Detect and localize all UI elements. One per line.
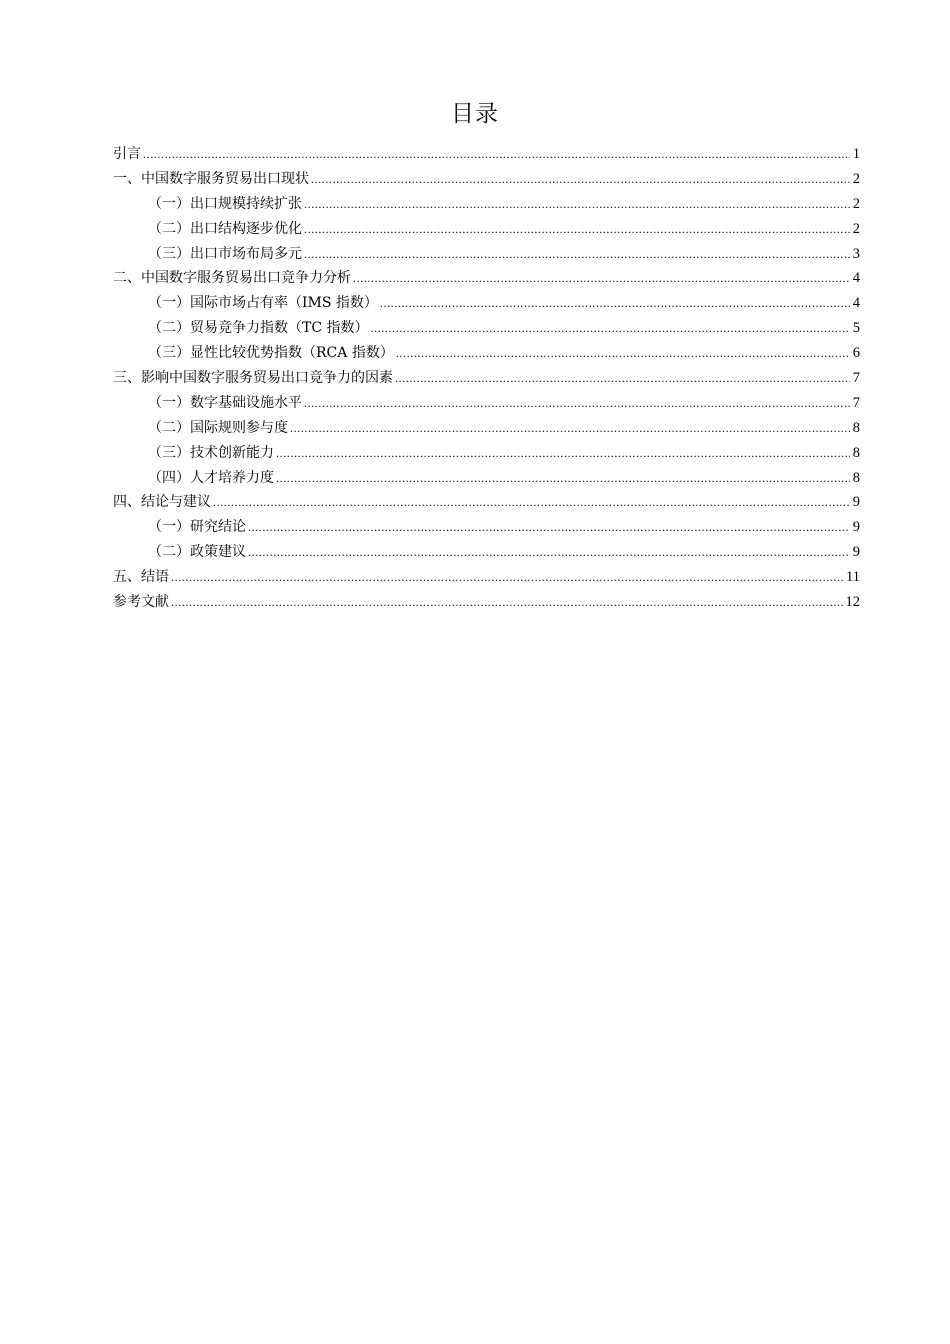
toc-entry[interactable] [113,416,860,441]
toc-entry-label: （一）出口规模持续扩张 [148,195,302,212]
toc-entry-label: （二）政策建议 [148,544,246,561]
toc-title: 目录 [451,101,499,127]
toc-dot-leader [290,416,850,441]
toc-dot-leader [395,366,850,391]
toc-entry-page-number: 7 [852,394,860,411]
toc-entry[interactable] [113,192,860,217]
toc-entry-label: （三）技术创新能力 [148,444,274,461]
toc-entry[interactable] [113,366,860,391]
toc-entry-label: 一、中国数字服务贸易出口现状 [113,170,309,187]
toc-entry[interactable] [113,490,860,515]
toc-entry[interactable] [113,266,860,291]
toc-entry[interactable] [113,291,860,316]
toc-dot-leader [304,391,850,416]
toc-entry[interactable] [113,441,860,466]
toc-dot-leader [213,490,850,515]
toc-entry-page-number: 3 [852,245,860,262]
toc-entry-page-number: 5 [852,320,860,337]
toc-entry-label: （一）数字基础设施水平 [148,394,302,411]
toc-list [113,142,860,615]
toc-dot-leader [248,515,850,540]
toc-entry[interactable] [113,515,860,540]
toc-entry-page-number: 7 [852,370,860,387]
toc-entry-label: （三）出口市场布局多元 [148,245,302,262]
toc-dot-leader [304,192,850,217]
toc-entry-label: （二）国际规则参与度 [148,419,288,436]
toc-entry[interactable] [113,217,860,242]
toc-entry[interactable] [113,590,860,615]
toc-entry-label: （四）人才培养力度 [148,469,274,486]
toc-dot-leader [396,341,850,366]
toc-entry-page-number: 2 [852,170,860,187]
toc-entry-page-number: 9 [852,544,860,561]
toc-dot-leader [248,540,850,565]
toc-entry[interactable] [113,142,860,167]
toc-dot-leader [276,441,850,466]
toc-entry[interactable] [113,167,860,192]
toc-entry-label: 引言 [113,146,141,162]
toc-entry[interactable] [113,466,860,491]
toc-entry[interactable] [113,316,860,341]
toc-entry-page-number: 8 [852,419,860,436]
toc-entry-label: （二）出口结构逐步优化 [148,220,302,237]
toc-entry[interactable] [113,565,860,590]
toc-entry-label: 五、结语 [113,569,169,586]
toc-dot-leader [143,142,850,167]
toc-dot-leader [276,466,850,491]
toc-entry-page-number: 6 [852,345,860,362]
toc-entry-page-number: 2 [852,195,860,212]
toc-entry-label: 四、结论与建议 [113,494,211,511]
toc-dot-leader [171,565,844,590]
toc-dot-leader [304,242,850,267]
toc-entry[interactable] [113,540,860,565]
toc-entry-label: （一）研究结论 [148,519,246,536]
toc-entry-label: （一）国际市场占有率（IMS 指数） [148,295,378,312]
toc-entry[interactable] [113,242,860,267]
toc-dot-leader [380,291,850,316]
toc-dot-leader [304,217,850,242]
toc-entry-label: 参考文献 [113,594,169,611]
toc-entry-page-number: 8 [852,469,860,486]
toc-entry-label: 三、影响中国数字服务贸易出口竞争力的因素 [113,370,393,387]
toc-entry[interactable] [113,391,860,416]
toc-dot-leader [171,590,844,615]
toc-entry-page-number: 4 [852,295,860,312]
toc-dot-leader [371,316,851,341]
toc-entry-page-number: 12 [845,594,860,611]
toc-entry-page-number: 2 [852,220,860,237]
toc-entry-page-number: 9 [852,519,860,536]
toc-entry[interactable] [113,341,860,366]
toc-entry-page-number: 1 [852,146,860,162]
toc-entry-page-number: 4 [852,270,860,287]
toc-entry-label: （三）显性比较优势指数（RCA 指数） [148,345,394,362]
toc-dot-leader [311,167,850,192]
toc-dot-leader [353,266,850,291]
toc-entry-page-number: 11 [846,569,860,586]
toc-entry-label: （二）贸易竞争力指数（TC 指数） [148,320,369,337]
toc-entry-label: 二、中国数字服务贸易出口竞争力分析 [113,270,351,287]
toc-entry-page-number: 9 [852,494,860,511]
toc-entry-page-number: 8 [852,444,860,461]
